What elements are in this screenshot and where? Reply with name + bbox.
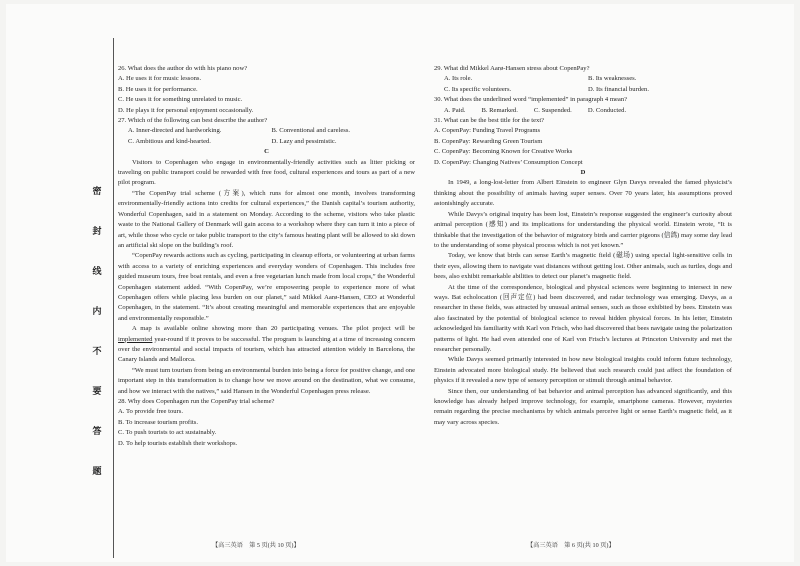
page-footer-left: 【高三英语 第 5 页(共 10 页)】 bbox=[212, 542, 300, 549]
seal-char: 封 bbox=[92, 226, 102, 236]
question-27-option-c: C. Ambitious and kind-hearted. bbox=[128, 137, 211, 145]
passage-c-paragraph-3: “CopenPay rewards actions such as cycling, participating in cleanup efforts, or volunteering at urban farms with access to a variety of enriching experiences and everyday wonders of Copenhagen. This includes free guided museum tours, free boat rentals, and even a free vegetarian lunch made from local crops,” the Wonderful Copenhagen statement added. “With CopenPay, we’re empowering people to experience more of what Copenhagen offers while placing less burden on our planet,” said Mikkel Aarø-Hansen, CEO at Wonderful Copenhagen, in the statement. “It’s about creating meaningful and memorable experiences that are enjoyable and environmentally responsible.” bbox=[118, 252, 415, 322]
question-26-option-c: C. He uses it for something unrelated to music. bbox=[118, 96, 243, 104]
question-31-option-d: D. CopenPay: Changing Natives’ Consumption Concept bbox=[434, 158, 583, 166]
seal-char: 要 bbox=[92, 386, 102, 396]
question-26-option-b: B. He uses it for performance. bbox=[118, 85, 198, 93]
right-column bbox=[434, 64, 732, 428]
question-29-option-a: A. Its role. bbox=[444, 75, 473, 83]
question-30-option-c: C. Suspended. bbox=[533, 106, 572, 114]
passage-d-paragraph-1: In 1949, a long-lost-letter from Albert Einstein to engineer Glyn Davys revealed the famed physicist’s thinking about the possibility of animals having super senses. Over 70 years later, his assumptions proved astonishingly accurate. bbox=[434, 179, 732, 208]
question-28-stem: 28. Why does Copenhagen run the CopenPay trial scheme? bbox=[118, 398, 275, 405]
question-27-option-d: D. Lazy and pessimistic. bbox=[271, 137, 337, 145]
passage-d-paragraph-6: Since then, our understanding of bat behavior and animal perception has advanced significantly, and this knowledge has already helped improve technology, for example, smartphone cameras. However, mysteries remain regarding the precise mechanisms by which animals perceive light or sense Earth’s magnetic field, as it may vary across species. bbox=[434, 387, 732, 426]
page-footer-right: 【高三英语 第 6 页(共 10 页)】 bbox=[527, 542, 615, 549]
question-31-option-b: B. CopenPay: Rewarding Green Tourism bbox=[434, 137, 543, 145]
question-29-option-d: D. Its financial burden. bbox=[588, 85, 649, 93]
paragraph-4-text: A map is available online showing more than 20 participating venues. The pilot project will be bbox=[132, 325, 415, 333]
question-28-option-c: C. To push tourists to act sustainably. bbox=[118, 429, 217, 437]
seal-char: 题 bbox=[92, 466, 102, 476]
question-30-option-b: B. Remarked. bbox=[481, 106, 518, 114]
seal-char: 内 bbox=[92, 306, 102, 316]
paragraph-4-text: year-round if it proves to be successful. The program is launching at a time of increasing concern over the environmental and social impacts of tourism, which has attracted attention widely in Barcelona, the Canary Islands and Mallorca. bbox=[118, 335, 415, 364]
question-27-option-b: B. Conventional and careless. bbox=[271, 127, 351, 135]
passage-c-paragraph-5: “We must turn tourism from being an environmental burden into being a force for positive change, and one important step in this transformation is to change how we move around on the destination, what we consume, and how we interact with the natives,” said Hansen in the Wonderful Copenhagen press release. bbox=[118, 366, 415, 395]
underlined-word: implemented bbox=[118, 335, 153, 343]
passage-c-paragraph-2: “The CopenPay trial scheme (方案), which runs for almost one month, involves transforming environmentally-friendly actions into credits for cultural experiences,” the Danish capital’s tourism authority, Wonderful Copenhagen, said in a statement on Monday. According to the scheme, visitors who take plastic waste to the National Gallery of Denmark will gain access to a workshop where they can turn it into a piece of art, while those who cycle or take public transport to the city’s famous heating plant will be allowed to ski down an artificial ski slope on the building’s roof. bbox=[118, 189, 415, 249]
passage-d-paragraph-5: While Davys seemed primarily interested in how new biological insights could inform future technology, Einstein advocated more biological study. He believed that such research could just affect the foundation of physics if it revealed a new type of sensory perception or stimuli through animal behavior. bbox=[434, 356, 732, 385]
seal-line-text bbox=[90, 184, 104, 477]
section-c-heading: C bbox=[264, 148, 269, 156]
question-31-option-c: C. CopenPay: Becoming Known for Creative Works bbox=[434, 148, 573, 156]
passage-d-paragraph-2: While Davys’s original inquiry has been lost, Einstein’s response suggested the engineer’s curiosity about animal perception (感知) and its implications for understanding the physical world. Einstein wrote, “It is thinkable that the investigation of the behavior of migratory birds and carrier pigeons (信鸽) may some day lead to the understanding of some physical process which is not yet known.” bbox=[434, 210, 732, 249]
passage-d-paragraph-3: Today, we know that birds can sense Earth’s magnetic field (磁场) using special light-sensitive cells in their eyes, allowing them to navigate vast distances without getting lost. Other animals, such as turtles, dogs and bees, also exhibit remarkable abilities to detect our planet’s magnetic field. bbox=[434, 252, 732, 281]
question-30-stem: 30. What does the underlined word “implemented” in paragraph 4 mean? bbox=[434, 96, 628, 104]
question-30-option-d: D. Conducted. bbox=[587, 106, 627, 114]
seal-char: 密 bbox=[92, 186, 102, 196]
question-27-option-a: A. Inner-directed and hardworking. bbox=[128, 127, 222, 135]
question-26-stem: 26. What does the author do with his piano now? bbox=[118, 65, 248, 72]
question-29-stem: 29. What did Mikkel Aarø-Hansen stress about CopenPay? bbox=[434, 65, 590, 72]
question-29-option-c: C. Its specific volunteers. bbox=[444, 85, 512, 93]
seal-char: 线 bbox=[92, 266, 102, 276]
question-31-stem: 31. What can be the best title for the text? bbox=[434, 117, 545, 125]
question-26-option-d: D. He plays it for personal enjoyment occasionally. bbox=[118, 106, 254, 114]
question-26-option-a: A. He uses it for music lessons. bbox=[118, 75, 202, 83]
question-27-options bbox=[128, 126, 415, 147]
question-28-option-a: A. To provide free tours. bbox=[118, 408, 183, 416]
passage-c-paragraph-4 bbox=[118, 324, 415, 366]
question-28-option-d: D. To help tourists establish their workshops. bbox=[118, 439, 238, 447]
section-d-heading: D bbox=[580, 169, 586, 177]
passage-c-paragraph-1: Visitors to Copenhagen who engage in environmentally-friendly activities such as litter picking or traveling on public transport could be rewarded with free food, cultural experiences and tours as part of a new pilot program. bbox=[118, 158, 415, 187]
question-30-option-a: A. Paid. bbox=[444, 106, 466, 114]
question-29-options bbox=[444, 74, 732, 95]
question-31-option-a: A. CopenPay: Funding Travel Programs bbox=[434, 127, 541, 135]
question-30-options bbox=[444, 106, 732, 116]
binding-line bbox=[113, 38, 114, 558]
question-29-option-b: B. Its weaknesses. bbox=[588, 75, 637, 83]
seal-char: 不 bbox=[92, 346, 102, 356]
seal-char: 答 bbox=[92, 426, 102, 436]
passage-d-paragraph-4: At the time of the correspondence, biological and physical sciences were beginning to intersect in new ways. Bat echolocation (回声定位) had been discovered, and radar technology was emerging. Davys, as a researcher in these fields, was attracted by unusual animal senses, such as those exhibited by bees. Einstein was also fascinated by the potential of biological science to reveal hidden physical forces. In his letter, Einstein acknowledged his familiarity with Karl von Frisch, who had discovered that bees navigate using the polarization patterns of light. He had even attended one of Karl von Frisch’s lectures at Princeton University and met the researcher personally. bbox=[434, 283, 732, 353]
question-27-stem: 27. Which of the following can best describe the author? bbox=[118, 117, 268, 125]
question-28-option-b: B. To increase tourism profits. bbox=[118, 418, 198, 426]
left-column bbox=[118, 64, 415, 449]
